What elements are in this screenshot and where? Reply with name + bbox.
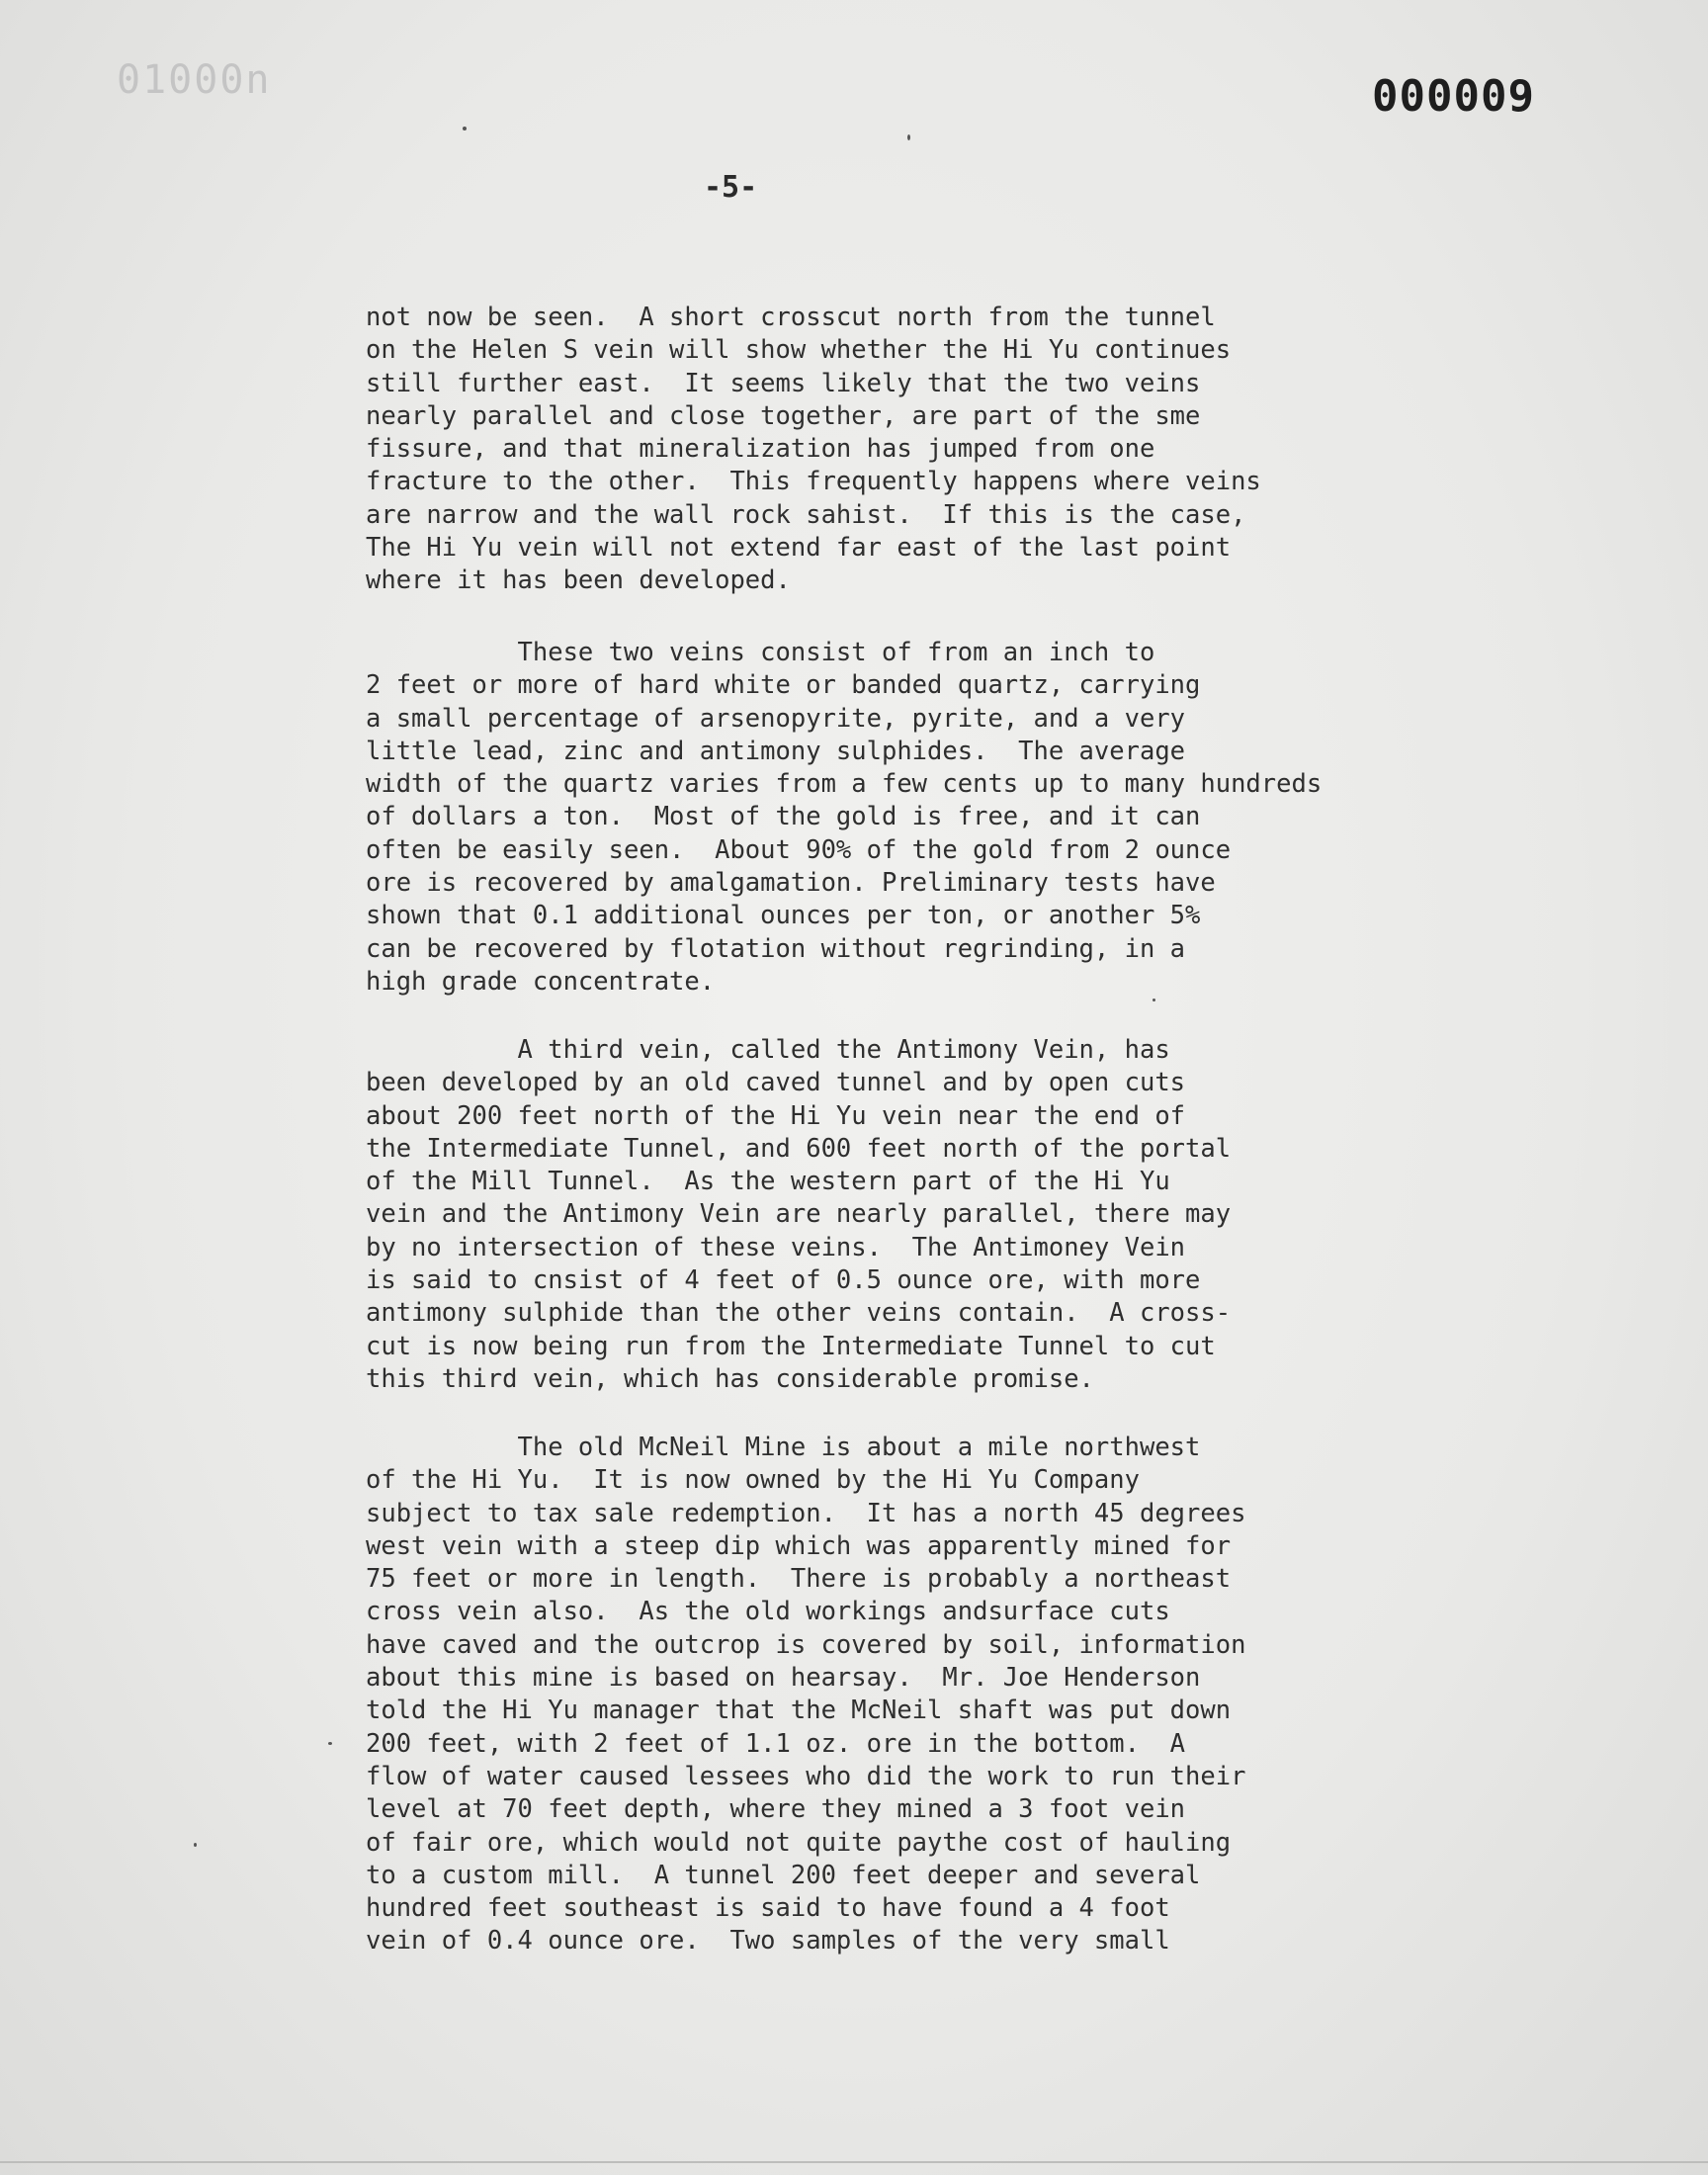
paragraph-4: The old McNeil Mine is about a mile northwest of the Hi Yu. It is now owned by the Hi Yu Company subject to tax sale redemption. It has a north 45 degrees west vein with a steep dip which was apparently mined for 75 feet or more in length. There is probably a northeast cross vein also. As the old workings andsurface cuts have caved and the outcrop is covered by soil, information about this mine is based on hearsay. Mr. Joe Henderson told the Hi Yu manager that the McNeil shaft was put down 200 feet, with 2 feet of 1.1 oz. ore in the bottom. A flow of water caused lessees who did the work to run their level at 70 feet depth, where they mined a 3 foot vein of fair ore, which would not quite paythe cost of hauling to a custom mill. A tunnel 200 feet deeper and several hundred feet southeast is said to have found a 4 foot vein of 0.4 ounce ore. Two samples of the very small: [366, 1433, 1246, 1957]
paragraph-2: These two veins consist of from an inch to 2 feet or more of hard white or banded quartz, carrying a small percentage of arsenopyrite, pyrite, and a very little lead, zinc and antimony sulphides. The average width of the quartz varies from a few cents up to many hundreds of dollars a ton. Most of the gold is free, and it can often be easily seen. About 90% of the gold from 2 ounce ore is recovered by amalgamation. Preliminary tests have shown that 0.1 additional ounces per ton, or another 5% can be recovered by flotation without regrinding, in a high grade concentrate.: [366, 638, 1323, 997]
page-number: -5-: [704, 170, 758, 205]
paragraph-1: not now be seen. A short crosscut north from the tunnel on the Helen S vein will show whether the Hi Yu continues still further east. It seems likely that the two veins nearly parallel and close together, are part of the sme fissure, and that mineralization has jumped from one fracture to the other. This frequently happens where veins are narrow and the wall rock sahist. If this is the case, The Hi Yu vein will not extend far east of the last point where it has been developed.: [366, 303, 1261, 596]
scan-speck: [463, 127, 467, 130]
document-number: 000009: [1372, 71, 1535, 122]
scan-speck: [194, 1843, 197, 1847]
scan-edge-line: [0, 2161, 1708, 2163]
scan-speck: [907, 134, 910, 140]
scan-speck: [328, 1742, 332, 1745]
scan-speck: [1153, 999, 1155, 1001]
faded-stamp: 01000n: [117, 57, 272, 103]
paragraph-3: A third vein, called the Antimony Vein, has been developed by an old caved tunnel and by open cuts about 200 feet north of the Hi Yu vein near the end of the Intermediate Tunnel, and 600 feet north of the portal of the Mill Tunnel. As the western part of the Hi Yu vein and the Antimony Vein are nearly parallel, there may by no intersection of these veins. The Antimoney Vein is said to cnsist of 4 feet of 0.5 ounce ore, with more antimony sulphide than the other veins contain. A cross- cut is now being run from the Intermediate Tunnel to cut this third vein, which has considerable promise.: [366, 1035, 1232, 1394]
